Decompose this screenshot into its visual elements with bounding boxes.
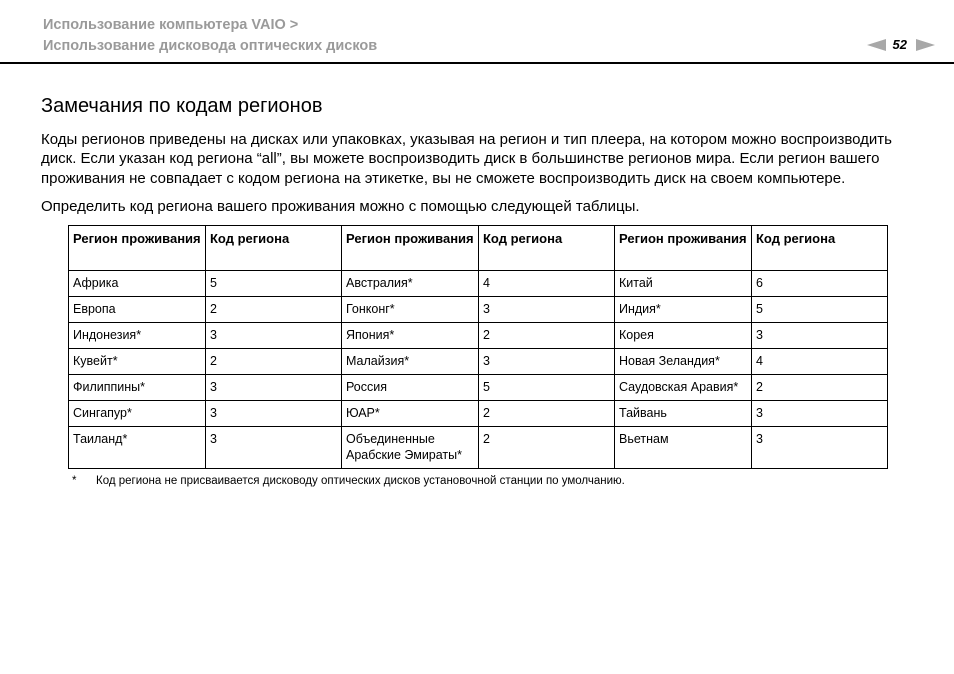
table-cell: 5 [752,297,888,323]
region-codes-table [68,225,888,469]
breadcrumb-line-1[interactable]: Использование компьютера VAIO > [43,17,299,33]
table-cell: 2 [206,297,342,323]
table-cell: Объединенные Арабские Эмираты* [342,427,479,469]
table-cell: 2 [206,349,342,375]
table-cell: 4 [479,271,615,297]
footnote [72,474,921,489]
column-header: Код региона [479,226,615,271]
table-cell: 2 [479,323,615,349]
table-cell: Филиппины* [69,375,206,401]
table-cell: 6 [752,271,888,297]
column-header: Регион проживания [69,226,206,271]
table-cell: 2 [479,401,615,427]
column-header: Код региона [206,226,342,271]
table-cell: Гонконг* [342,297,479,323]
table-cell: Индия* [615,297,752,323]
table-cell: 3 [206,323,342,349]
table-cell: 2 [479,427,615,469]
table-cell: 3 [479,349,615,375]
column-header: Регион проживания [615,226,752,271]
table-cell: Новая Зеландия* [615,349,752,375]
table-cell: ЮАР* [342,401,479,427]
header-divider [0,62,954,64]
table-cell: Сингапур* [69,401,206,427]
previous-page-arrow-icon[interactable] [867,39,886,51]
footnote-mark: * [72,475,77,488]
breadcrumb-line-2[interactable]: Использование дисковода оптических дисков [43,38,378,54]
table-cell: 2 [752,375,888,401]
table-cell: 5 [479,375,615,401]
table-cell: 3 [206,427,342,469]
table-cell: 3 [752,427,888,469]
table-cell: 3 [752,401,888,427]
table-cell: Китай [615,271,752,297]
table-row [69,297,888,323]
table-cell: 5 [206,271,342,297]
main-content [41,93,921,489]
table-cell: 4 [752,349,888,375]
table-cell: 3 [206,375,342,401]
table-cell: Япония* [342,323,479,349]
table-cell: Европа [69,297,206,323]
table-cell: Корея [615,323,752,349]
column-header: Регион проживания [342,226,479,271]
table-cell: 3 [752,323,888,349]
breadcrumb [43,15,377,57]
table-row [69,349,888,375]
table-header-row [69,226,888,271]
table-row [69,323,888,349]
table-cell: Кувейт* [69,349,206,375]
table-row [69,401,888,427]
table-cell: Саудовская Аравия* [615,375,752,401]
table-row [69,271,888,297]
next-page-arrow-icon[interactable] [916,39,935,51]
table-row [69,427,888,469]
section-title: Замечания по кодам регионов [41,95,323,117]
table-intro-paragraph: Определить код региона вашего проживания можно с помощью следующей таблицы. [41,197,640,215]
table-cell: Африка [69,271,206,297]
table-row [69,375,888,401]
table-cell: Малайзия* [342,349,479,375]
table-cell: Тайвань [615,401,752,427]
table-cell: 3 [206,401,342,427]
table-cell: Австралия* [342,271,479,297]
footnote-text: Код региона не присваивается дисководу оптических дисков установочной станции по умолчанию. [96,475,625,488]
column-header: Код региона [752,226,888,271]
table-cell: 3 [479,297,615,323]
table-cell: Таиланд* [69,427,206,469]
intro-paragraph: Коды регионов приведены на дисках или упаковках, указывая на регион и тип плеера, на котором можно воспроизводить диск. Если указан код региона “all”, вы можете воспроизводить диск в большинстве регионов мира. Если регион вашего проживания не совпадает с кодом региона на этикетке, вы не сможете воспроизводить диск на своем компьютере. [41,131,892,187]
page-number: 52 [892,37,907,52]
table-cell: Россия [342,375,479,401]
table-cell: Вьетнам [615,427,752,469]
page-navigation [867,37,935,53]
table-cell: Индонезия* [69,323,206,349]
